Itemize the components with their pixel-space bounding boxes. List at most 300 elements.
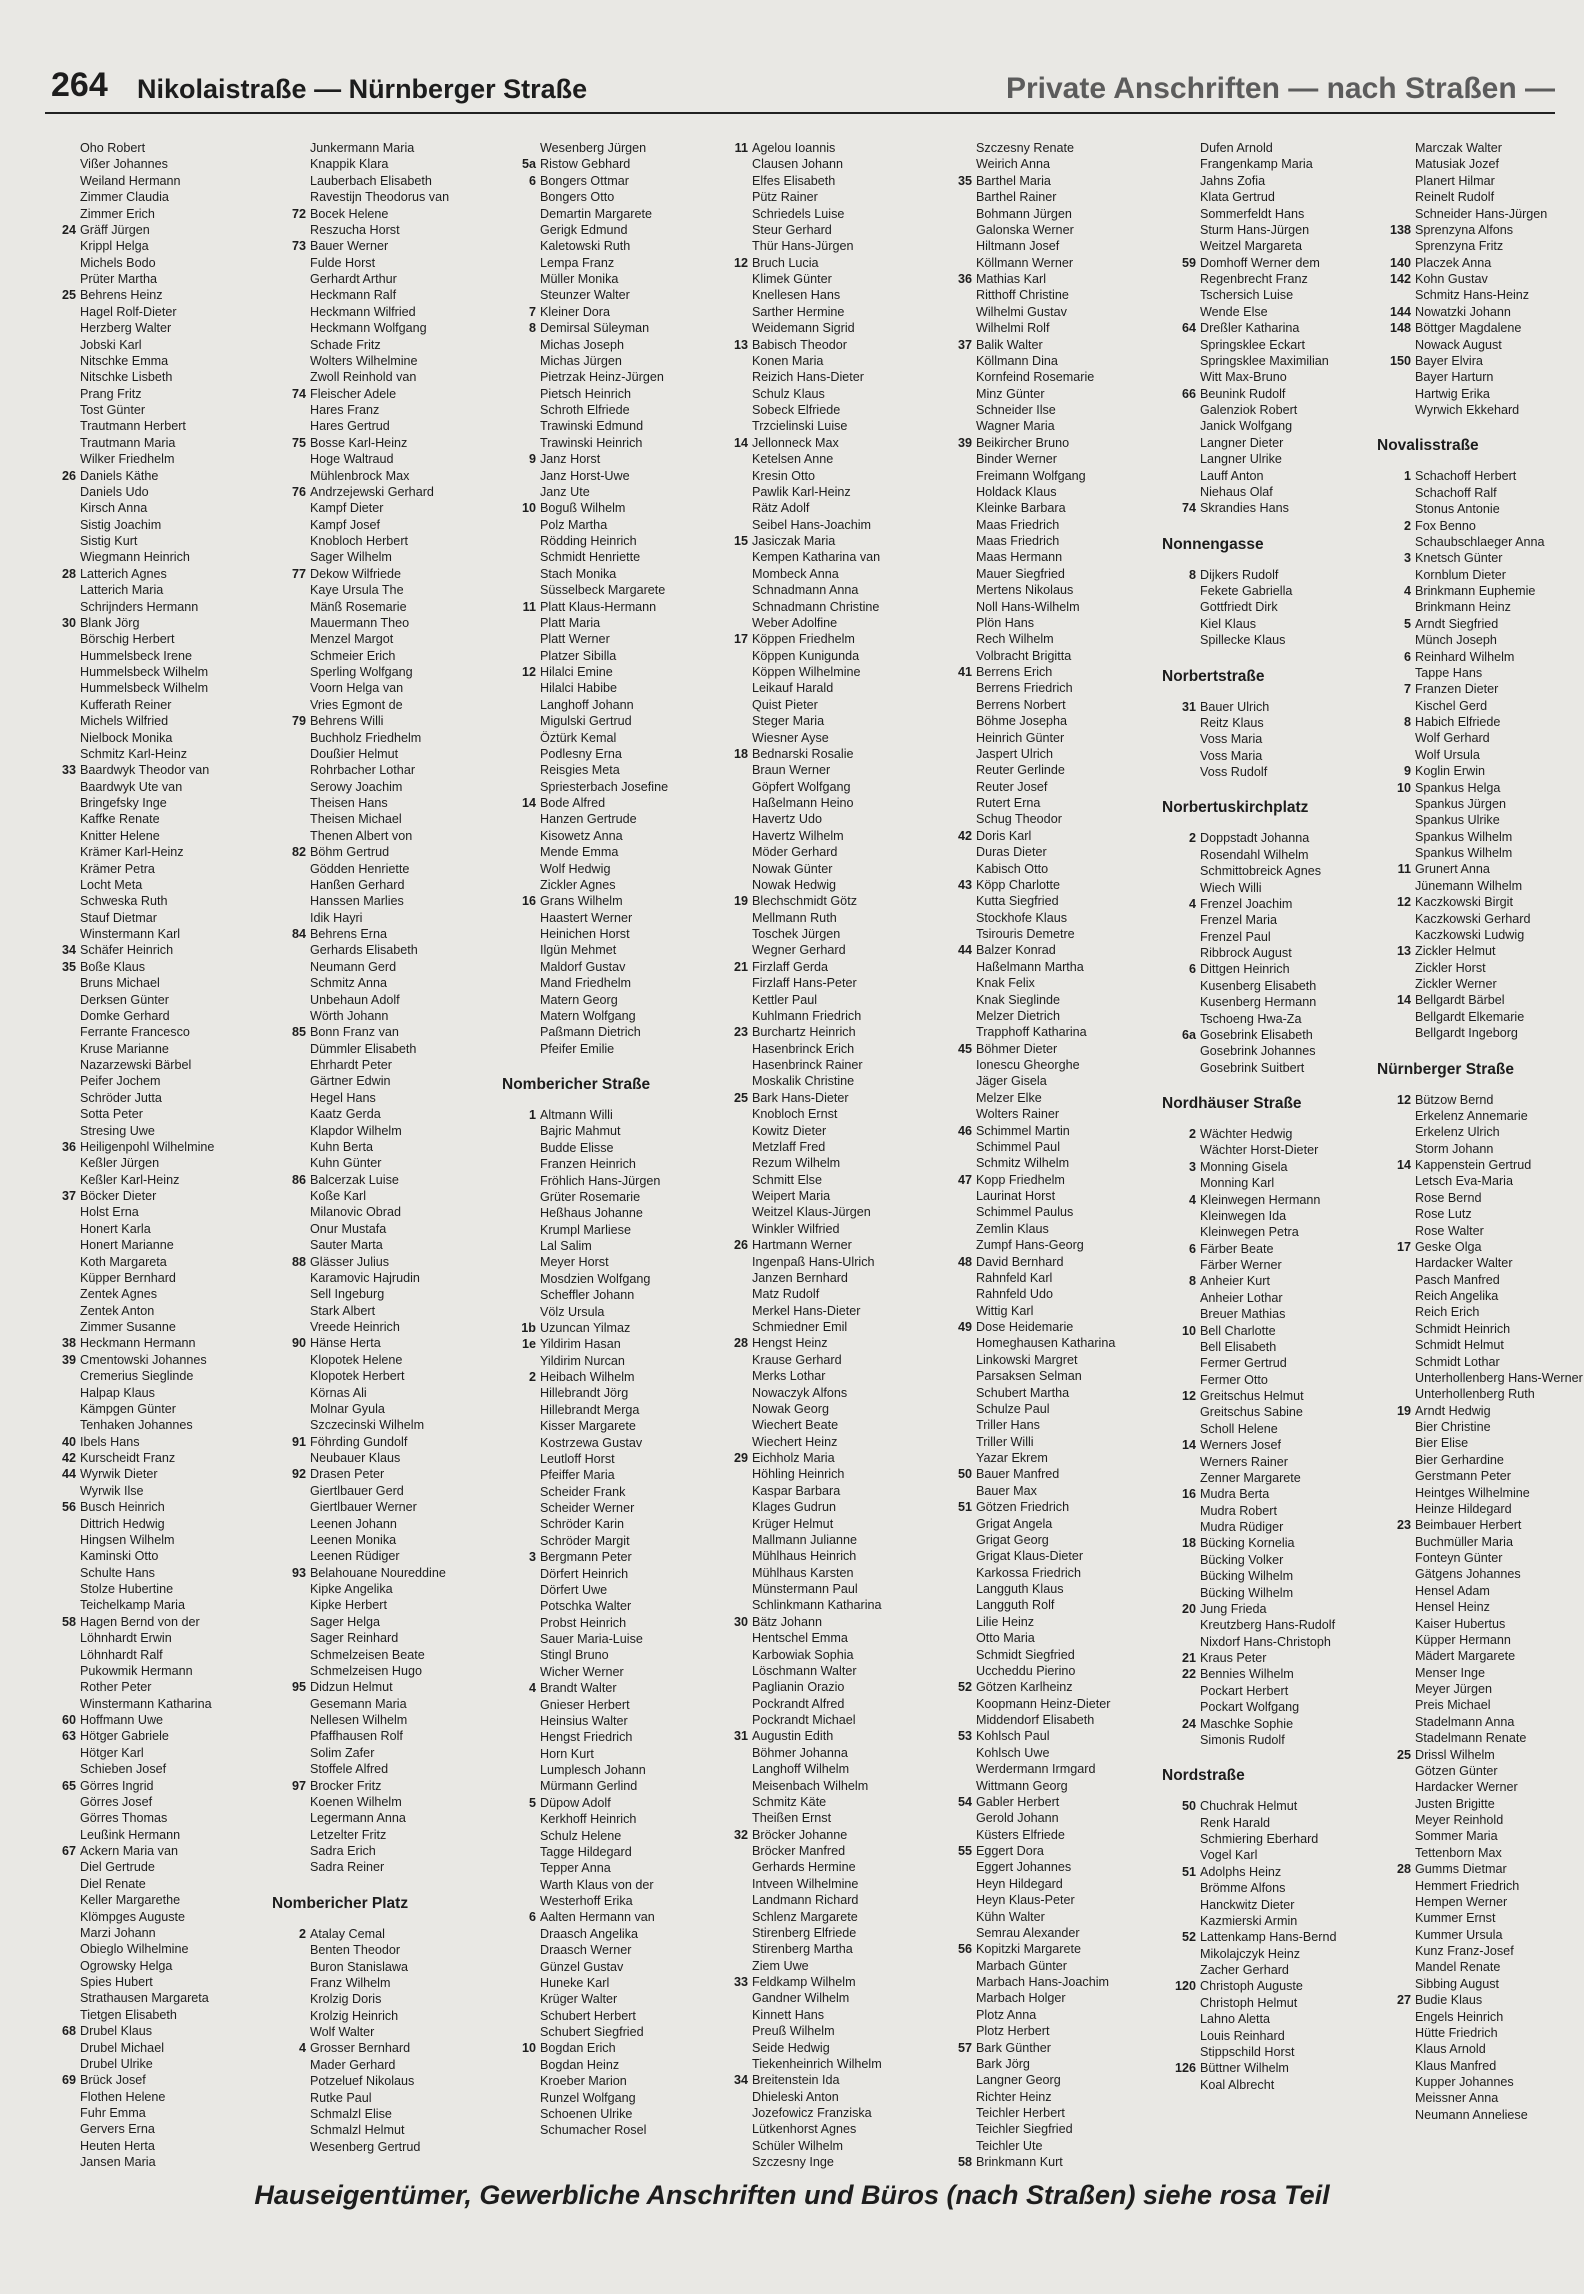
house-number: 19	[1396, 1403, 1411, 1418]
resident-entry	[936, 615, 1152, 631]
resident-entry	[712, 189, 928, 205]
resident-name: Potzeluef Nikolaus	[310, 2074, 415, 2089]
resident-name: Sarther Hermine	[752, 304, 845, 319]
house-number: 10	[1181, 1323, 1196, 1338]
resident-entry	[1375, 238, 1584, 254]
resident-entry	[270, 942, 486, 958]
resident-entry	[270, 762, 486, 778]
resident-entry	[936, 1728, 1152, 1744]
resident-entry	[500, 1435, 716, 1451]
resident-name: Heckmann Wilfried	[310, 304, 416, 319]
house-number: 38	[61, 1336, 76, 1351]
resident-name: Nielbock Monika	[80, 730, 173, 745]
resident-entry	[936, 1008, 1152, 1024]
footer-note: Hauseigentümer, Gewerbliche Anschriften und Büros (nach Straßen) siehe rosa Teil	[254, 2180, 1330, 2210]
resident-name: Heckmann Ralf	[310, 288, 397, 303]
resident-entry	[1375, 1485, 1584, 1501]
resident-name: Flothen Helene	[80, 2089, 166, 2104]
resident-entry	[936, 1843, 1152, 1859]
resident-name: Fermer Otto	[1200, 1372, 1268, 1387]
resident-entry	[40, 1761, 256, 1777]
resident-name: Didzun Helmut	[310, 1680, 393, 1695]
resident-name: Schlenz Margarete	[752, 1909, 858, 1924]
resident-name: Braun Werner	[752, 763, 831, 778]
resident-entry	[1160, 304, 1376, 320]
resident-entry	[1160, 1503, 1376, 1519]
resident-entry	[936, 1647, 1152, 1663]
resident-name: Holdack Klaus	[976, 484, 1057, 499]
resident-name: Maas Friedrich	[976, 534, 1060, 548]
resident-entry	[40, 664, 256, 680]
house-number: 9	[1403, 764, 1411, 779]
resident-entry	[40, 1041, 256, 1057]
house-number: 25	[733, 1090, 748, 1105]
resident-entry	[936, 1778, 1152, 1794]
resident-name: Merks Lothar	[752, 1369, 826, 1384]
resident-entry	[270, 1516, 486, 1532]
resident-entry	[936, 893, 1152, 909]
resident-entry	[712, 1286, 928, 1302]
resident-name: Mädert Margarete	[1415, 1649, 1516, 1664]
resident-name: Gosebrink Johannes	[1200, 1044, 1316, 1059]
resident-entry	[712, 1073, 928, 1089]
resident-name: Fulde Horst	[310, 255, 376, 270]
resident-entry	[712, 1090, 928, 1106]
house-number: 10	[521, 2041, 536, 2056]
house-number: 86	[291, 1172, 306, 1187]
resident-name: Szczesny Inge	[752, 2155, 834, 2170]
resident-entry	[40, 1417, 256, 1433]
resident-entry	[500, 2040, 716, 2056]
resident-entry	[500, 2106, 716, 2122]
resident-name: Monning Karl	[1200, 1176, 1275, 1191]
resident-entry	[936, 1581, 1152, 1597]
resident-entry	[1375, 2090, 1584, 2106]
resident-entry	[1375, 485, 1584, 501]
resident-name: Kopp Friedhelm	[976, 1172, 1065, 1187]
resident-name: Homeghausen Katharina	[976, 1336, 1116, 1351]
house-number: 4	[528, 1681, 536, 1696]
resident-entry	[1160, 1864, 1376, 1880]
resident-entry	[1160, 1192, 1376, 1208]
resident-entry	[936, 451, 1152, 467]
resident-entry	[40, 1008, 256, 1024]
house-number: 17	[733, 632, 748, 647]
resident-name: Kornblum Dieter	[1415, 567, 1506, 582]
resident-entry	[40, 1565, 256, 1581]
resident-entry	[1375, 1255, 1584, 1271]
resident-entry	[1375, 1665, 1584, 1681]
resident-name: Spies Hubert	[80, 1975, 153, 1989]
resident-entry	[1160, 1175, 1376, 1191]
resident-name: Kaczkowski Birgit	[1415, 895, 1513, 910]
resident-entry	[1160, 156, 1376, 172]
resident-entry	[936, 549, 1152, 565]
resident-entry	[40, 1745, 256, 1761]
resident-entry	[270, 1024, 486, 1040]
resident-entry	[270, 1188, 486, 1204]
house-number: 97	[291, 1778, 306, 1793]
resident-name: Agelou Ioannis	[752, 141, 836, 155]
resident-name: Rutke Paul	[310, 2090, 372, 2105]
house-number: 50	[1181, 1799, 1196, 1814]
resident-entry	[270, 1057, 486, 1073]
resident-name: Kreutzberg Hans-Rudolf	[1200, 1618, 1336, 1633]
resident-name: Michels Wilfried	[80, 714, 169, 729]
resident-entry	[500, 1697, 716, 1713]
resident-name: Lauff Anton	[1200, 468, 1264, 483]
resident-name: Minz Günter	[976, 386, 1045, 401]
resident-entry	[936, 1368, 1152, 1384]
resident-entry	[1160, 2011, 1376, 2027]
resident-name: Dreßler Katharina	[1200, 321, 1300, 336]
resident-entry	[936, 1172, 1152, 1188]
house-number: 37	[957, 337, 972, 352]
resident-name: Reuter Josef	[976, 779, 1048, 794]
resident-entry	[1160, 1290, 1376, 1306]
resident-name: Koal Albrecht	[1200, 2077, 1275, 2092]
resident-name: Jaspert Ulrich	[976, 746, 1053, 761]
resident-name: Sperling Wolfgang	[310, 665, 413, 679]
resident-entry	[270, 353, 486, 369]
resident-entry	[1160, 715, 1376, 731]
resident-name: Eggert Johannes	[976, 1860, 1072, 1875]
resident-name: Doris Karl	[976, 828, 1032, 843]
resident-entry	[1375, 140, 1584, 156]
resident-name: Steunzer Walter	[540, 288, 630, 303]
resident-name: Schmitz Karl-Heinz	[80, 746, 188, 761]
resident-entry	[936, 1041, 1152, 1057]
resident-name: Hummelsbeck Irene	[80, 648, 192, 663]
resident-entry	[40, 1778, 256, 1794]
resident-name: Michas Joseph	[540, 337, 624, 352]
resident-entry	[712, 664, 928, 680]
resident-entry	[1375, 1616, 1584, 1632]
house-number: 41	[957, 665, 972, 679]
resident-name: Krüger Helmut	[752, 1516, 834, 1531]
address-column-7	[1375, 140, 1584, 2123]
resident-name: Szczecinski Wilhelm	[310, 1418, 425, 1433]
resident-entry	[270, 533, 486, 549]
resident-entry	[1375, 927, 1584, 943]
resident-name: Winkler Wilfried	[752, 1221, 840, 1236]
resident-name: Kohlsch Paul	[976, 1729, 1050, 1744]
resident-entry	[936, 1909, 1152, 1925]
resident-entry	[1160, 1372, 1376, 1388]
resident-name: Greitschus Sabine	[1200, 1405, 1303, 1420]
resident-entry	[270, 1352, 486, 1368]
resident-name: Karbowiak Sophia	[752, 1647, 854, 1662]
resident-entry	[40, 1548, 256, 1564]
resident-entry	[1375, 2009, 1584, 2025]
resident-name: Kornfeind Rosemarie	[976, 370, 1095, 385]
resident-name: Bogdan Erich	[540, 2041, 616, 2056]
resident-name: Mänß Rosemarie	[310, 599, 407, 614]
resident-entry	[936, 1188, 1152, 1204]
house-number: 35	[61, 959, 76, 974]
resident-entry	[1160, 1306, 1376, 1322]
resident-name: Sadra Erich	[310, 1844, 376, 1858]
resident-name: Herzberg Walter	[80, 321, 172, 336]
resident-entry	[936, 1876, 1152, 1892]
resident-entry	[1375, 1206, 1584, 1222]
resident-entry	[270, 337, 486, 353]
resident-name: Kaye Ursula The	[310, 583, 404, 598]
resident-entry	[1375, 320, 1584, 336]
resident-name: Moskalik Christine	[752, 1074, 855, 1089]
resident-entry	[936, 1303, 1152, 1319]
resident-entry	[712, 1270, 928, 1286]
resident-name: Rezum Wilhelm	[752, 1156, 841, 1171]
resident-entry	[712, 959, 928, 975]
resident-entry	[936, 533, 1152, 549]
resident-entry	[40, 2138, 256, 2154]
resident-name: Firzlaff Gerda	[752, 959, 829, 974]
resident-entry	[500, 1336, 716, 1352]
resident-entry	[1160, 1552, 1376, 1568]
resident-name: Behrens Heinz	[80, 288, 163, 303]
resident-entry	[1375, 1959, 1584, 1975]
house-number: 25	[1396, 1747, 1411, 1762]
resident-name: Sell Ingeburg	[310, 1287, 385, 1302]
resident-entry	[936, 1221, 1152, 1237]
resident-name: Matz Rudolf	[752, 1287, 820, 1302]
resident-entry	[712, 893, 928, 909]
resident-name: Fröhlich Hans-Jürgen	[540, 1173, 661, 1188]
resident-name: Hingsen Wilhelm	[80, 1532, 175, 1547]
resident-name: Habich Elfriede	[1415, 715, 1501, 729]
resident-entry	[1375, 501, 1584, 517]
resident-name: Vries Egmont de	[310, 697, 403, 712]
resident-name: Tschoeng Hwa-Za	[1200, 1011, 1302, 1026]
resident-name: Scheider Werner	[540, 1501, 635, 1515]
house-number: 65	[61, 1778, 76, 1793]
resident-name: Planert Hilmar	[1415, 173, 1495, 188]
resident-entry	[712, 1254, 928, 1270]
resident-name: Reinhard Wilhelm	[1415, 649, 1515, 664]
resident-entry	[1160, 1257, 1376, 1273]
resident-name: Kuhlmann Friedrich	[752, 1008, 862, 1023]
resident-entry	[712, 844, 928, 860]
resident-entry	[270, 844, 486, 860]
resident-name: Honert Marianne	[80, 1238, 174, 1253]
resident-entry	[40, 1647, 256, 1663]
resident-entry	[1160, 222, 1376, 238]
resident-name: Volbracht Brigitta	[976, 648, 1072, 663]
house-number: 82	[291, 845, 306, 860]
resident-name: Neumann Anneliese	[1415, 2107, 1528, 2122]
resident-entry	[936, 337, 1152, 353]
resident-name: Schröder Jutta	[80, 1090, 162, 1105]
resident-name: Bode Alfred	[540, 796, 606, 810]
resident-name: Janz Horst	[540, 452, 601, 467]
resident-name: Jäger Gisela	[976, 1074, 1047, 1089]
resident-entry	[40, 517, 256, 533]
resident-entry	[500, 1271, 716, 1287]
resident-name: Nellesen Wilhelm	[310, 1713, 408, 1727]
resident-entry	[712, 2089, 928, 2105]
house-number: 5	[1403, 616, 1411, 631]
house-number: 60	[61, 1713, 76, 1727]
resident-name: Busch Heinrich	[80, 1500, 165, 1515]
resident-name: Legermann Anna	[310, 1811, 406, 1826]
resident-entry	[1375, 911, 1584, 927]
resident-name: Janick Wolfgang	[1200, 419, 1293, 434]
resident-entry	[500, 1353, 716, 1369]
resident-name: Kipke Angelika	[310, 1582, 393, 1596]
resident-name: Sotta Peter	[80, 1107, 144, 1122]
resident-entry	[1375, 386, 1584, 402]
resident-name: Westerhoff Erika	[540, 1894, 633, 1908]
resident-name: Mader Gerhard	[310, 2057, 396, 2072]
resident-entry	[936, 2072, 1152, 2088]
resident-entry	[270, 893, 486, 909]
resident-entry	[40, 844, 256, 860]
resident-name: Küpper Bernhard	[80, 1270, 176, 1285]
resident-entry	[40, 992, 256, 1008]
resident-entry	[1375, 1108, 1584, 1124]
resident-entry	[40, 2023, 256, 2039]
resident-name: Rohrbacher Lothar	[310, 763, 416, 778]
resident-name: Bruns Michael	[80, 976, 160, 991]
resident-name: Sauter Marta	[310, 1238, 383, 1253]
resident-name: Nowaczyk Alfons	[752, 1385, 848, 1400]
resident-entry	[712, 1516, 928, 1532]
resident-name: Hempen Werner	[1415, 1894, 1508, 1909]
resident-entry	[40, 1516, 256, 1532]
resident-name: Jünemann Wilhelm	[1415, 878, 1523, 893]
resident-name: Jahns Zofia	[1200, 173, 1266, 188]
street-heading: Norbertstraße	[1162, 667, 1265, 685]
resident-name: Hentschel Emma	[752, 1631, 848, 1646]
resident-entry	[712, 1663, 928, 1679]
resident-entry	[1160, 2060, 1376, 2076]
resident-entry	[270, 402, 486, 418]
resident-name: Stippschild Horst	[1200, 2044, 1295, 2059]
resident-entry	[500, 1828, 716, 1844]
resident-name: Dekow Wilfriede	[310, 566, 401, 581]
resident-name: Gerhards Elisabeth	[310, 943, 418, 958]
resident-name: Klimek Günter	[752, 272, 832, 286]
resident-name: Bier Elise	[1415, 1436, 1469, 1451]
resident-name: Zwoll Reinhold van	[310, 370, 417, 385]
resident-name: Rutert Erna	[976, 796, 1041, 810]
house-number: 3	[1188, 1159, 1196, 1174]
resident-name: Probst Heinrich	[540, 1615, 627, 1630]
resident-entry	[40, 910, 256, 926]
resident-name: Budie Klaus	[1415, 1993, 1483, 2008]
house-number: 126	[1174, 2061, 1196, 2076]
resident-entry	[936, 2056, 1152, 2072]
resident-entry	[270, 1696, 486, 1712]
resident-name: Hoge Waltraud	[310, 452, 394, 467]
resident-name: Krumpl Marliese	[540, 1222, 631, 1237]
resident-entry	[40, 828, 256, 844]
resident-entry	[40, 2089, 256, 2105]
resident-name: Bocek Helene	[310, 206, 389, 221]
house-number: 67	[61, 1844, 76, 1858]
resident-entry	[40, 582, 256, 598]
resident-name: Diel Renate	[80, 1876, 146, 1891]
resident-entry	[936, 1319, 1152, 1335]
resident-name: Hiltmann Josef	[976, 239, 1060, 254]
resident-name: Kappenstein Gertrud	[1415, 1158, 1532, 1172]
resident-name: Horn Kurt	[540, 1746, 594, 1761]
resident-entry	[712, 2138, 928, 2154]
resident-entry	[1375, 156, 1584, 172]
resident-entry	[270, 1450, 486, 1466]
house-number: 66	[1181, 386, 1196, 401]
resident-name: Janz Horst-Uwe	[540, 468, 630, 483]
house-number: 6	[1188, 962, 1196, 977]
resident-name: Andrzejewski Gerhard	[310, 484, 434, 499]
resident-entry	[712, 1810, 928, 1826]
resident-name: Pawlik Karl-Heinz	[752, 484, 851, 499]
resident-name: Bücking Wilhelm	[1200, 1585, 1294, 1600]
resident-name: Süsselbeck Margarete	[540, 583, 666, 598]
resident-name: Bongers Ottmar	[540, 173, 629, 188]
resident-entry	[936, 1679, 1152, 1695]
resident-name: Stadelmann Anna	[1415, 1714, 1515, 1729]
resident-name: Hanssen Marlies	[310, 894, 404, 909]
resident-name: Bellgardt Ingeborg	[1415, 1026, 1518, 1041]
resident-entry	[270, 828, 486, 844]
resident-name: Wilker Friedhelm	[80, 452, 175, 467]
resident-name: Letsch Eva-Maria	[1415, 1174, 1513, 1189]
resident-name: Havertz Wilhelm	[752, 828, 844, 843]
resident-name: Drubel Klaus	[80, 2024, 153, 2039]
house-number: 15	[733, 534, 748, 548]
resident-name: Bücking Wilhelm	[1200, 1569, 1294, 1584]
resident-entry	[40, 1663, 256, 1679]
resident-name: Hanßen Gerhard	[310, 877, 405, 892]
house-number: 138	[1389, 222, 1411, 237]
resident-entry	[1375, 1648, 1584, 1664]
resident-name: Zimmer Claudia	[80, 190, 169, 205]
resident-name: Wegner Gerhard	[752, 943, 846, 958]
resident-entry	[712, 435, 928, 451]
resident-entry	[936, 1565, 1152, 1581]
resident-entry	[1160, 961, 1376, 977]
house-number: 74	[291, 386, 306, 401]
resident-name: Prang Fritz	[80, 386, 142, 401]
resident-entry	[712, 582, 928, 598]
resident-entry	[1160, 1815, 1376, 1831]
resident-name: Hardacker Walter	[1415, 1256, 1513, 1271]
resident-entry	[712, 402, 928, 418]
house-number: 36	[957, 272, 972, 286]
resident-entry	[936, 1204, 1152, 1220]
resident-name: Kurscheidt Franz	[80, 1451, 176, 1465]
resident-name: Grüter Rosemarie	[540, 1189, 641, 1204]
house-number: 22	[1181, 1667, 1196, 1682]
house-number: 50	[957, 1467, 972, 1482]
resident-name: Reszucha Horst	[310, 222, 400, 237]
resident-entry	[270, 811, 486, 827]
resident-name: Sager Reinhard	[310, 1631, 399, 1646]
house-number: 32	[733, 1827, 748, 1842]
resident-name: Geske Olga	[1415, 1239, 1482, 1254]
resident-name: Hartwig Erika	[1415, 386, 1490, 401]
resident-name: Kampf Dieter	[310, 501, 384, 516]
resident-name: Karkossa Friedrich	[976, 1565, 1081, 1580]
resident-name: Völz Ursula	[540, 1304, 605, 1319]
resident-entry	[1160, 189, 1376, 205]
resident-name: Renk Harald	[1200, 1815, 1270, 1830]
resident-name: Serowy Joachim	[310, 779, 403, 794]
resident-entry	[1375, 1435, 1584, 1451]
resident-name: Voorn Helga van	[310, 681, 404, 696]
